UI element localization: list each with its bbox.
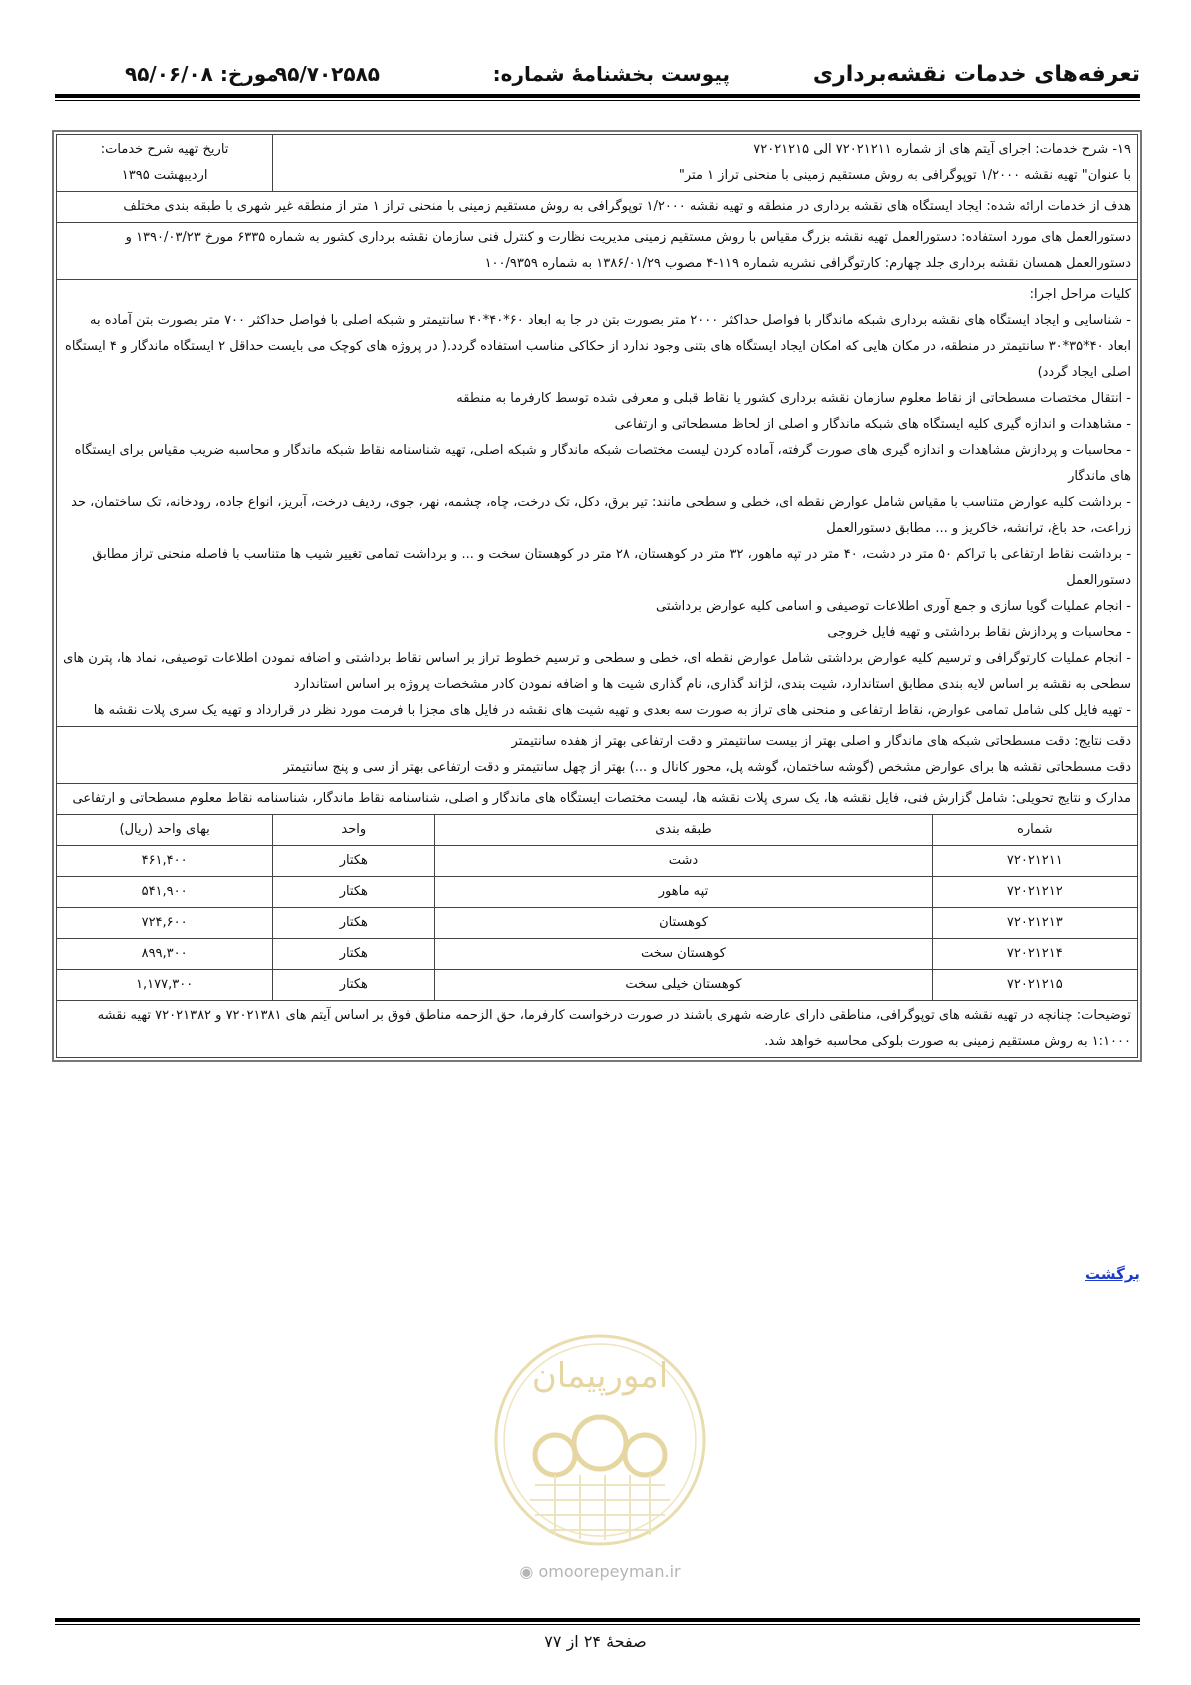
page-header [55, 50, 1140, 92]
price-cell-price: ۱,۱۷۷,۳۰۰ [57, 970, 273, 1001]
price-cell-price: ۴۶۱,۴۰۰ [57, 846, 273, 877]
price-cell-number: ۷۲۰۲۱۲۱۱ [932, 846, 1137, 877]
price-cell-unit: هکتار [273, 939, 435, 970]
price-header-category: طبقه بندی [435, 815, 932, 846]
step-item: - برداشت کلیه عوارض متناسب با مقیاس شامل عوارض نقطه ای، خطی و سطحی مانند: تیر برق، دکل، تک درخت، چاه، چشمه، نهر، جوی، ردیف درخت، آبریز، انواع جاده، رودخانه، تک ساختمان، حد زراعت، حد باغ، ترانشه، خاکریز و ... مطابق دستورالعمل [71, 495, 1131, 536]
steps-cell [57, 280, 1138, 727]
price-cell-category: کوهستان [435, 908, 932, 939]
step-item: - تهیه فایل کلی شامل تمامی عوارض، نقاط ارتفاعی و منحنی های تراز به صورت سه بعدی و تهیه شیت های نقشه در فایل های مجزا با فرمت مورد نظر در قرارداد و تهیه یک سری پلات نقشه ها [93, 703, 1131, 718]
header-rule-thick [55, 94, 1140, 98]
price-cell-category: کوهستان سخت [435, 939, 932, 970]
price-cell-unit: هکتار [273, 877, 435, 908]
price-cell-category: کوهستان خیلی سخت [435, 970, 932, 1001]
instructions-text: دستورالعمل های مورد استفاده: دستورالعمل تهیه نقشه بزرگ مقیاس با روش مستقیم زمینی مدیریت نظارت و کنترل فنی سازمان نقشه برداری کشور به شماره ۶۳۳۵ مورخ ۱۳۹۰/۰۳/۲۳ و دستورالعمل همسان نقشه برداری جلد چهارم: کارتوگرافی نشریه شماره ۱۱۹-۴ مصوب ۱۳۸۶/۰۱/۲۹ به شماره ۱۰۰/۹۳۵۹ [57, 223, 1138, 280]
steps-row [57, 280, 1138, 727]
price-cell-unit: هکتار [273, 908, 435, 939]
footer-rule-thick [55, 1618, 1140, 1622]
step-item: - انتقال مختصات مسطحاتی از نقاط معلوم سازمان نقشه برداری کشور یا نقاط قبلی و معرفی شده توسط کارفرما به منطقه [456, 391, 1131, 406]
price-cell-number: ۷۲۰۲۱۲۱۳ [932, 908, 1137, 939]
accuracy-cell [57, 727, 1138, 784]
step-item: - محاسبات و پردازش مشاهدات و اندازه گیری های صورت گرفته، آماده کردن لیست مختصات شبکه ماندگار و شبکه اصلی، تهیه شناسنامه نقاط شبکه ماندگار و محاسبه ضریب مقیاس برای ایستگاه های ماندگار [74, 443, 1131, 484]
attachment-label: پیوست بخشنامهٔ شماره: [492, 62, 730, 86]
price-row [57, 877, 1138, 908]
instructions-row [57, 223, 1138, 280]
step-item: - انجام عملیات گویا سازی و جمع آوری اطلاعات توصیفی و اسامی کلیه عوارض برداشتی [656, 599, 1131, 614]
price-header-unit: واحد [273, 815, 435, 846]
accuracy-line-1: دقت نتایج: دقت مسطحاتی شبکه های ماندگار و اصلی بهتر از بیست سانتیمتر و دقت ارتفاعی بهتر از هفده سانتیمتر [511, 734, 1131, 749]
step-item: - مشاهدات و اندازه گیری کلیه ایستگاه های شبکه ماندگار و اصلی از لحاظ مسطحاتی و ارتفاعی [614, 417, 1131, 432]
step-item: - شناسایی و ایجاد ایستگاه های نقشه برداری شبکه ماندگار با فواصل حداکثر ۲۰۰۰ متر بصورت بتن در جا به ابعاد ۶۰*۴۰*۴۰ سانتیمتر و شبکه اصلی با فواصل حداکثر ۷۰۰ متر بصورت بتن آماده به ابعاد ۴۰*۳۵*۳۰ سانتیمتر در منطقه، در مکان هایی که امکان ایجاد ایستگاه های بتنی وجود ندارد از حکاکی مناسب استفاده گردد.( در پروژه های کوچک می بایست حداقل ۲ ایستگاه ماندگار و ۴ ایستگاه اصلی ایجاد گردد) [65, 313, 1131, 380]
service-line-2: با عنوان" تهیه نقشه ۱/۲۰۰۰ توپوگرافی به روش مستقیم زمینی با منحنی تراز ۱ متر" [678, 168, 1131, 183]
step-item: - برداشت نقاط ارتفاعی با تراکم ۵۰ متر در دشت، ۴۰ متر در تپه ماهور، ۳۲ متر در کوهستان، ۲۸ متر در کوهستان سخت و ... و برداشت تمامی تغییر شیب ها متناسب با فاصله منحنی تراز مطابق دستورالعمل [92, 547, 1131, 588]
notes-text: توضیحات: چنانچه در تهیه نقشه های توپوگرافی، مناطقی دارای عارضه شهری باشند در صورت درخواست کارفرما، حق الزحمه مناطق فوق بر اساس آیتم های ۷۲۰۲۱۳۸۱ و ۷۲۰۲۱۳۸۲ تهیه نقشه ۱:۱۰۰۰ به روش مستقیم زمینی به صورت بلوکی محاسبه خواهد شد. [57, 1001, 1138, 1058]
step-item: - انجام عملیات کارتوگرافی و ترسیم کلیه عوارض برداشتی شامل عوارض نقطه ای، خطی و سطحی و ترسیم خطوط تراز بر اساس نقاط برداشتی و اضافه نمودن اطلاعات توصیفی، نماد ها، پترن های سطحی به نقشه بر اساس لایه بندی مطابق استاندارد، شیت بندی، لژاند گذاری، نام گذاری شیت ها و اضافه نمودن کادر مشخصات پروژه بر اساس استاندارد [63, 651, 1131, 692]
watermark-site [495, 1562, 705, 1581]
deliverables-row [57, 784, 1138, 815]
price-cell-number: ۷۲۰۲۱۲۱۴ [932, 939, 1137, 970]
back-link[interactable]: برگشت [1085, 1265, 1140, 1283]
omoorepeyman-logo-watermark [485, 1325, 715, 1575]
price-row [57, 908, 1138, 939]
deliverables-text: مدارک و نتایج تحویلی: شامل گزارش فنی، فایل نقشه ها، یک سری پلات نقشه ها، لیست مختصات ایستگاه های ماندگار و اصلی، شناسنامه نقاط ماندگار، شناسنامه نقاط معلوم مسطحاتی و ارتفاعی [57, 784, 1138, 815]
service-title-cell [273, 135, 1138, 192]
service-table [56, 134, 1138, 1058]
price-cell-category: دشت [435, 846, 932, 877]
price-row [57, 970, 1138, 1001]
service-date-cell [57, 135, 273, 192]
watermark-logo-text: امورپیمان [531, 1356, 669, 1396]
service-date-value: اردیبهشت ۱۳۹۵ [121, 168, 208, 183]
footer-rule-thin [55, 1624, 1140, 1625]
price-cell-price: ۸۹۹,۳۰۰ [57, 939, 273, 970]
price-header-row [57, 815, 1138, 846]
service-date-label: تاریخ تهیه شرح خدمات: [100, 142, 229, 157]
service-line-1: ۱۹- شرح خدمات: اجرای آیتم های از شماره ۷۲۰۲۱۲۱۱ الی ۷۲۰۲۱۲۱۵ [753, 142, 1131, 157]
service-title-row [57, 135, 1138, 192]
accuracy-row [57, 727, 1138, 784]
circular-date: مورخ: ۹۵/۰۶/۰۸ [125, 62, 279, 86]
step-item: - محاسبات و پردازش نقاط برداشتی و تهیه فایل خروجی [827, 625, 1131, 640]
price-header-number: شماره [932, 815, 1137, 846]
price-cell-unit: هکتار [273, 970, 435, 1001]
steps-heading: کلیات مراحل اجرا: [1029, 287, 1131, 302]
price-cell-number: ۷۲۰۲۱۲۱۲ [932, 877, 1137, 908]
accuracy-line-2: دقت مسطحاتی نقشه ها برای عوارض مشخص (گوشه ساختمان، گوشه پل، محور کانال و ...) بهتر از چهل سانتیمتر و دقت ارتفاعی بهتر از سی و پنج سانتیمتر [283, 760, 1131, 775]
price-row [57, 939, 1138, 970]
document-title: تعرفه‌های خدمات نقشه‌برداری [812, 62, 1140, 87]
price-cell-price: ۷۲۴,۶۰۰ [57, 908, 273, 939]
globe-icon: ◉ [519, 1562, 534, 1581]
watermark-site-text: omoorepeyman.ir [538, 1562, 681, 1581]
price-row [57, 846, 1138, 877]
goal-row [57, 192, 1138, 223]
page-number: صفحهٔ ۲۴ از ۷۷ [544, 1632, 647, 1651]
header-rule-thin [55, 100, 1140, 101]
service-description-box [52, 130, 1142, 1062]
price-cell-price: ۵۴۱,۹۰۰ [57, 877, 273, 908]
price-cell-number: ۷۲۰۲۱۲۱۵ [932, 970, 1137, 1001]
notes-row [57, 1001, 1138, 1058]
price-header-price: بهای واحد (ریال) [57, 815, 273, 846]
price-cell-category: تپه ماهور [435, 877, 932, 908]
circular-number: ۹۵/۷۰۲۵۸۵ [275, 62, 380, 86]
goal-text: هدف از خدمات ارائه شده: ایجاد ایستگاه های نقشه برداری در منطقه و تهیه نقشه ۱/۲۰۰۰ توپوگرافی به روش مستقیم زمینی با منحنی تراز ۱ متر از منطقه غیر شهری با طبقه بندی مختلف [57, 192, 1138, 223]
price-cell-unit: هکتار [273, 846, 435, 877]
